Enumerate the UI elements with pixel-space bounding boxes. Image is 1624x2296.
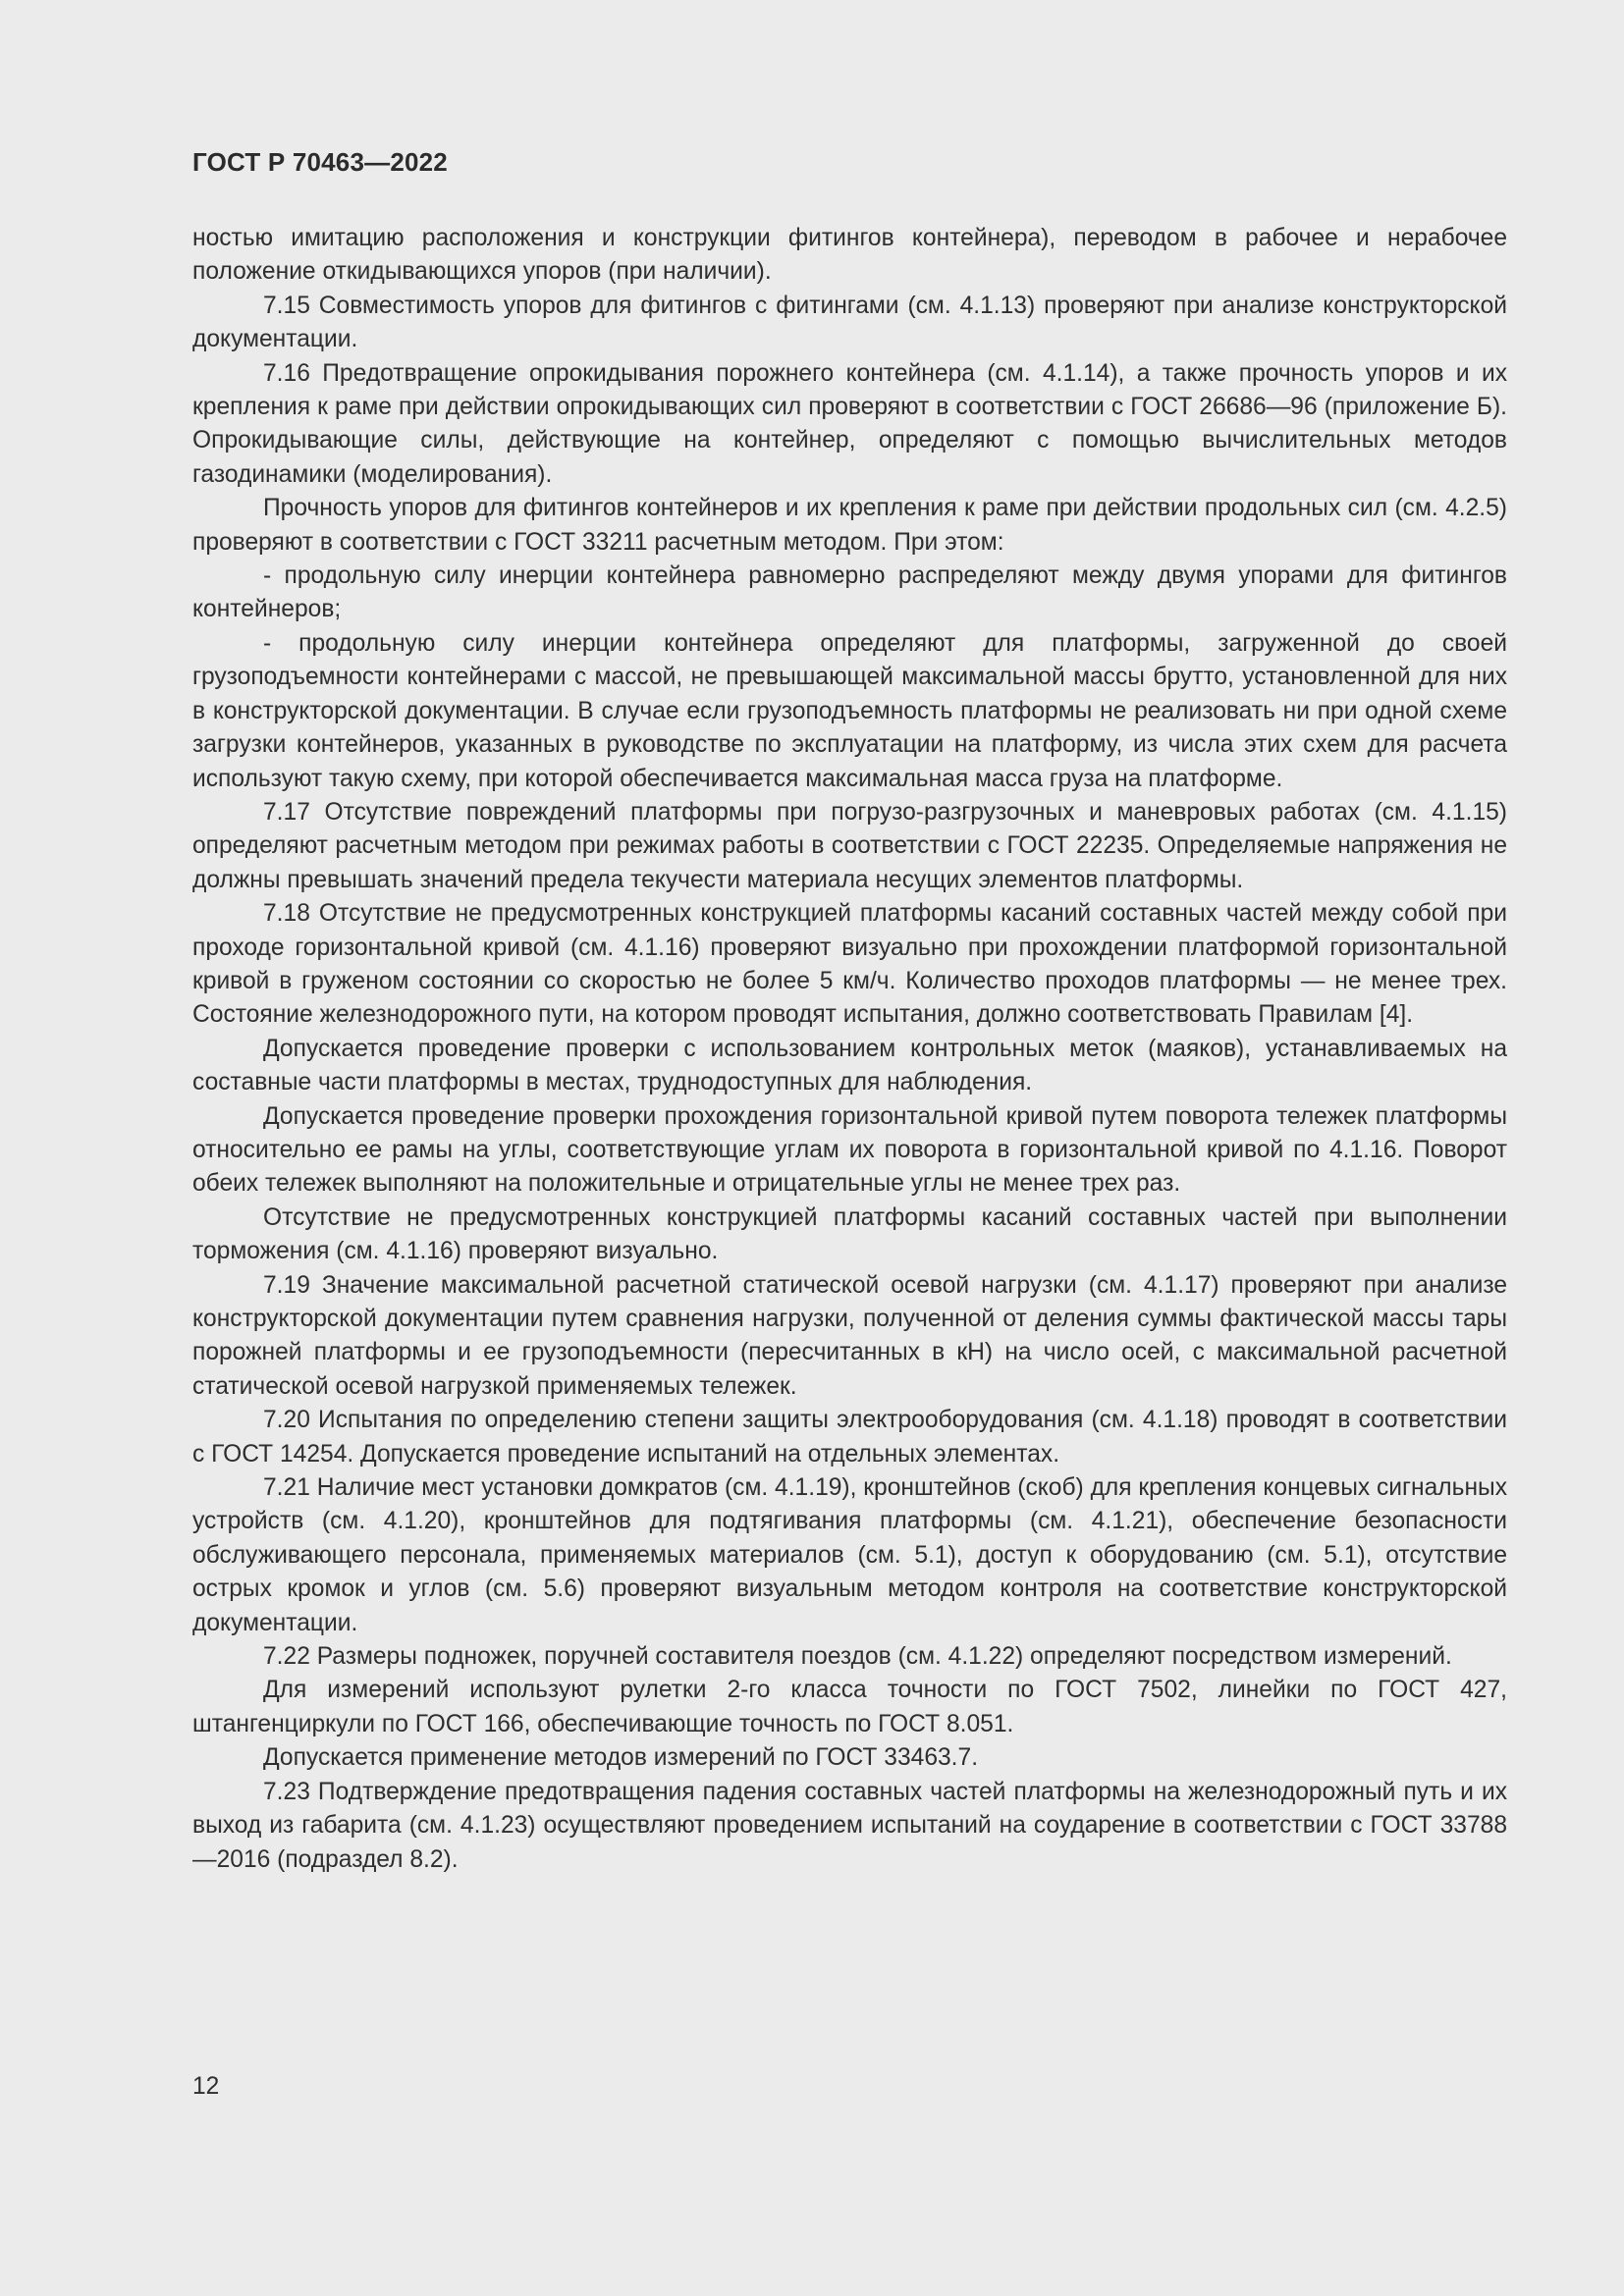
paragraph: 7.17 Отсутствие повреждений платформы при погрузо-разгрузочных и маневровых работах (см. 4.1.15) определяют расчетным методом при режимах работы в соответствии с ГОСТ 22235. Определяемые напряжения не должны превышать значений предела текучести материала несущих элементов платформы. [192, 798, 1507, 893]
paragraph: 7.22 Размеры подножек, поручней составителя поездов (см. 4.1.22) определяют посредством измерений. [263, 1643, 1452, 1671]
paragraph: Прочность упоров для фитингов контейнеров и их крепления к раме при действии продольных сил (см. 4.2.5) проверяют в соответствии с ГОСТ 33211 расчетным методом. При этом: [192, 495, 1507, 556]
paragraph: 7.15 Совместимость упоров для фитингов с фитингами (см. 4.1.13) проверяют при анализе конструкторской документации. [192, 292, 1507, 353]
document-header: ГОСТ Р 70463—2022 [192, 147, 448, 177]
paragraph: 7.16 Предотвращение опрокидывания порожнего контейнера (см. 4.1.14), а также прочность упоров и их крепления к раме при действии опрокидывающих сил проверяют в соответствии с ГОСТ 26686—96 (приложение Б). Опрокидывающие силы, действующие на контейнер, определяют с помощью вычислительных методов газодинамики (моделирования). [192, 359, 1507, 488]
paragraph: - продольную силу инерции контейнера равномерно распределяют между двумя упорами для фитингов контейнеров; [192, 562, 1507, 623]
paragraph: ностью имитацию расположения и конструкции фитингов контейнера), переводом в рабочее и нерабочее положение откидывающихся упоров (при наличии). [192, 225, 1507, 286]
paragraph: Отсутствие не предусмотренных конструкцией платформы касаний составных частей при выполнении торможения (см. 4.1.16) проверяют визуально. [192, 1203, 1507, 1265]
paragraph: 7.21 Наличие мест установки домкратов (см. 4.1.19), кронштейнов (скоб) для крепления концевых сигнальных устройств (см. 4.1.20), кронштейнов для подтягивания платформы (см. 4.1.21), обеспечение безопасности обслуживающего персонала, применяемых материалов (см. 5.1), доступ к оборудованию (см. 5.1), отсутствие острых кромок и углов (см. 5.6) проверяют визуальным методом контроля на соответствие конструкторской документации. [192, 1474, 1507, 1636]
paragraph: - продольную силу инерции контейнера определяют для платформы, загруженной до своей грузоподъемности контейнерами с массой, не превышающей максимальной массы брутто, установленной для них в конструкторской документации. В случае если грузоподъемность платформы не реализовать ни при одной схеме загрузки контейнеров, указанных в руководстве по эксплуатации на платформу, из числа этих схем для расчета используют такую схему, при которой обеспечивается максимальная масса груза на платформе. [192, 629, 1507, 792]
paragraph: Для измерений используют рулетки 2-го класса точности по ГОСТ 7502, линейки по ГОСТ 427, штангенциркули по ГОСТ 166, обеспечивающие точность по ГОСТ 8.051. [192, 1677, 1507, 1737]
document-body [192, 222, 1507, 1877]
paragraph: Допускается применение методов измерений по ГОСТ 33463.7. [263, 1744, 979, 1772]
paragraph: 7.20 Испытания по определению степени защиты электрооборудования (см. 4.1.18) проводят в соответствии с ГОСТ 14254. Допускается проведение испытаний на отдельных элементах. [192, 1407, 1507, 1468]
paragraph: 7.23 Подтверждение предотвращения падения составных частей платформы на железнодорожный путь и их выход из габарита (см. 4.1.23) осуществляют проведением испытаний на соударение в соответствии с ГОСТ 33788—2016 (подраздел 8.2). [192, 1778, 1507, 1873]
paragraph: 7.19 Значение максимальной расчетной статической осевой нагрузки (см. 4.1.17) проверяют при анализе конструкторской документации путем сравнения нагрузки, полученной от деления суммы фактической массы тары порожней платформы и ее грузоподъемности (пересчитанных в кН) на число осей, с максимальной расчетной статической осевой нагрузкой применяемых тележек. [192, 1271, 1507, 1400]
page-number: 12 [192, 2073, 220, 2100]
paragraph: Допускается проведение проверки с использованием контрольных меток (маяков), устанавливаемых на составные части платформы в местах, труднодоступных для наблюдения. [192, 1035, 1507, 1096]
paragraph: Допускается проведение проверки прохождения горизонтальной кривой путем поворота тележек платформы относительно ее рамы на углы, соответствующие углам их поворота в горизонтальной кривой по 4.1.16. Поворот обеих тележек выполняют на положительные и отрицательные углы не менее трех раз. [192, 1102, 1507, 1198]
paragraph: 7.18 Отсутствие не предусмотренных конструкцией платформы касаний составных частей между собой при проходе горизонтальной кривой (см. 4.1.16) проверяют визуально при прохождении платформой горизонтальной кривой в груженом состоянии со скоростью не более 5 км/ч. Количество проходов платформы — не менее трех. Состояние железнодорожного пути, на котором проводят испытания, должно соответствовать Правилам [4]. [192, 900, 1507, 1029]
